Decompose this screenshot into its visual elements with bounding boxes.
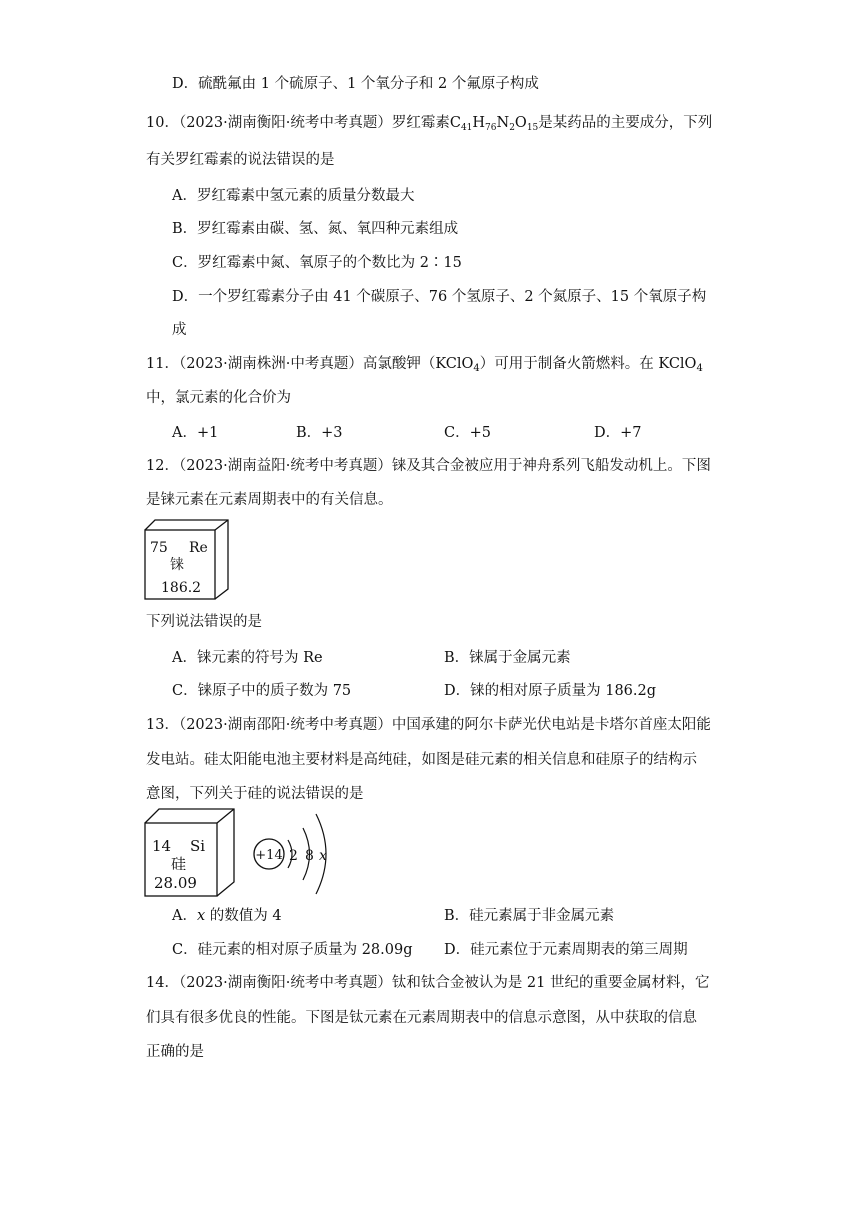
q10-number: 10． bbox=[146, 115, 179, 131]
q14-stem-line3: 正确的是 bbox=[146, 1044, 204, 1060]
q12-option-b: B．铼属于金属元素 bbox=[444, 650, 571, 666]
q13-stem-line3: 意图，下列关于硅的说法错误的是 bbox=[146, 786, 364, 802]
q12-option-a: A．铼元素的符号为 Re bbox=[172, 650, 323, 666]
variable-x: x bbox=[196, 908, 206, 924]
shell-3-electrons: x bbox=[319, 848, 327, 864]
re-atomic-mass: 186.2 bbox=[161, 580, 202, 596]
q10-source: （2023·湖南衡阳·统考中考真题） bbox=[178, 115, 392, 131]
q12-option-c: C．铼原子中的质子数为 75 bbox=[172, 683, 352, 699]
shell-1-electrons: 2 bbox=[289, 848, 298, 864]
q10-option-c: C．罗红霉素中氮、氧原子的个数比为 2∶15 bbox=[172, 255, 462, 271]
q12-stem: 12．（2023·湖南益阳·统考中考真题）铼及其合金被应用于神舟系列飞船发动机上。下图 bbox=[146, 458, 711, 474]
si-name: 硅 bbox=[171, 855, 187, 873]
q10-option-a: A．罗红霉素中氢元素的质量分数最大 bbox=[172, 188, 415, 204]
re-atomic-number: 75 bbox=[150, 540, 168, 556]
q12-stem-line2: 是铼元素在元素周期表中的有关信息。 bbox=[146, 492, 393, 508]
q14-stem: 14．（2023·湖南衡阳·统考中考真题）钛和钛合金被认为是 21 世纪的重要金属材料，它 bbox=[146, 975, 710, 991]
q10-stem-line2: 有关罗红霉素的说法错误的是 bbox=[146, 152, 335, 168]
q13-option-a: A．x 的数值为 4 bbox=[172, 908, 282, 924]
q10-stem-post: 是某药品的主要成分，下列 bbox=[538, 115, 713, 131]
q11-option-b: B．+3 bbox=[296, 425, 343, 441]
q11-source: （2023·湖南株洲·中考真题） bbox=[178, 356, 363, 372]
q12-number: 12． bbox=[146, 458, 179, 474]
si-atomic-mass: 28.09 bbox=[154, 874, 197, 892]
q11-stem: 11．（2023·湖南株洲·中考真题）高氯酸钾（KClO$_4$）可用于制备火箭燃料。在 KClO$_4$ bbox=[146, 356, 703, 374]
q13-option-d: D．硅元素位于元素周期表的第三周期 bbox=[444, 942, 688, 958]
q12-stem-line3: 下列说法错误的是 bbox=[146, 614, 262, 630]
shell-2-electrons: 8 bbox=[305, 848, 314, 864]
q13-stem: 13．（2023·湖南邵阳·统考中考真题）中国承建的阿尔卡萨光伏电站是卡塔尔首座太阳能 bbox=[146, 717, 711, 733]
q14-source: （2023·湖南衡阳·统考中考真题） bbox=[178, 975, 392, 991]
q11-option-d: D．+7 bbox=[594, 425, 642, 441]
q9-option-d: D．硫酰氟由 1 个硫原子、1 个氧分子和 2 个氟原子构成 bbox=[172, 76, 539, 92]
nucleus-charge: +14 bbox=[255, 848, 283, 863]
si-atomic-number: 14 bbox=[152, 837, 172, 855]
q12-option-d: D．铼的相对原子质量为 186.2g bbox=[444, 683, 657, 699]
q10-stem-pre: 罗红霉素 bbox=[391, 115, 450, 131]
q10-stem bbox=[146, 113, 712, 133]
q10-option-d-cont: 成 bbox=[172, 322, 187, 338]
q11-option-a: A．+1 bbox=[172, 425, 219, 441]
q11-option-c: C．+5 bbox=[444, 425, 491, 441]
q10-option-b: B．罗红霉素由碳、氢、氮、氧四种元素组成 bbox=[172, 221, 459, 237]
silicon-atom-structure-diagram bbox=[248, 808, 336, 900]
silicon-element-card bbox=[144, 808, 236, 898]
q10-formula: $C_{41}H_{76}N_2O_{15}$ bbox=[449, 115, 539, 133]
re-symbol: Re bbox=[189, 540, 208, 556]
re-name: 铼 bbox=[170, 557, 184, 573]
q13-option-b: B．硅元素属于非金属元素 bbox=[444, 908, 615, 924]
rhenium-element-card bbox=[144, 519, 230, 601]
q14-stem-line2: 们具有很多优良的性能。下图是钛元素在元素周期表中的信息示意图，从中获取的信息 bbox=[146, 1010, 697, 1026]
q13-number: 13． bbox=[146, 717, 179, 733]
q13-source: （2023·湖南邵阳·统考中考真题） bbox=[178, 717, 392, 733]
q14-number: 14． bbox=[146, 975, 179, 991]
q11-number: 11． bbox=[146, 356, 179, 372]
q12-source: （2023·湖南益阳·统考中考真题） bbox=[178, 458, 392, 474]
q13-stem-line2: 发电站。硅太阳能电池主要材料是高纯硅，如图是硅元素的相关信息和硅原子的结构示 bbox=[146, 752, 697, 768]
q10-option-d: D．一个罗红霉素分子由 41 个碳原子、76 个氢原子、2 个氮原子、15 个氧原子构 bbox=[172, 289, 707, 305]
q13-option-c: C．硅元素的相对原子质量为 28.09g bbox=[172, 942, 413, 958]
q11-stem-line2: 中，氯元素的化合价为 bbox=[146, 390, 291, 406]
si-symbol: Si bbox=[190, 837, 206, 855]
